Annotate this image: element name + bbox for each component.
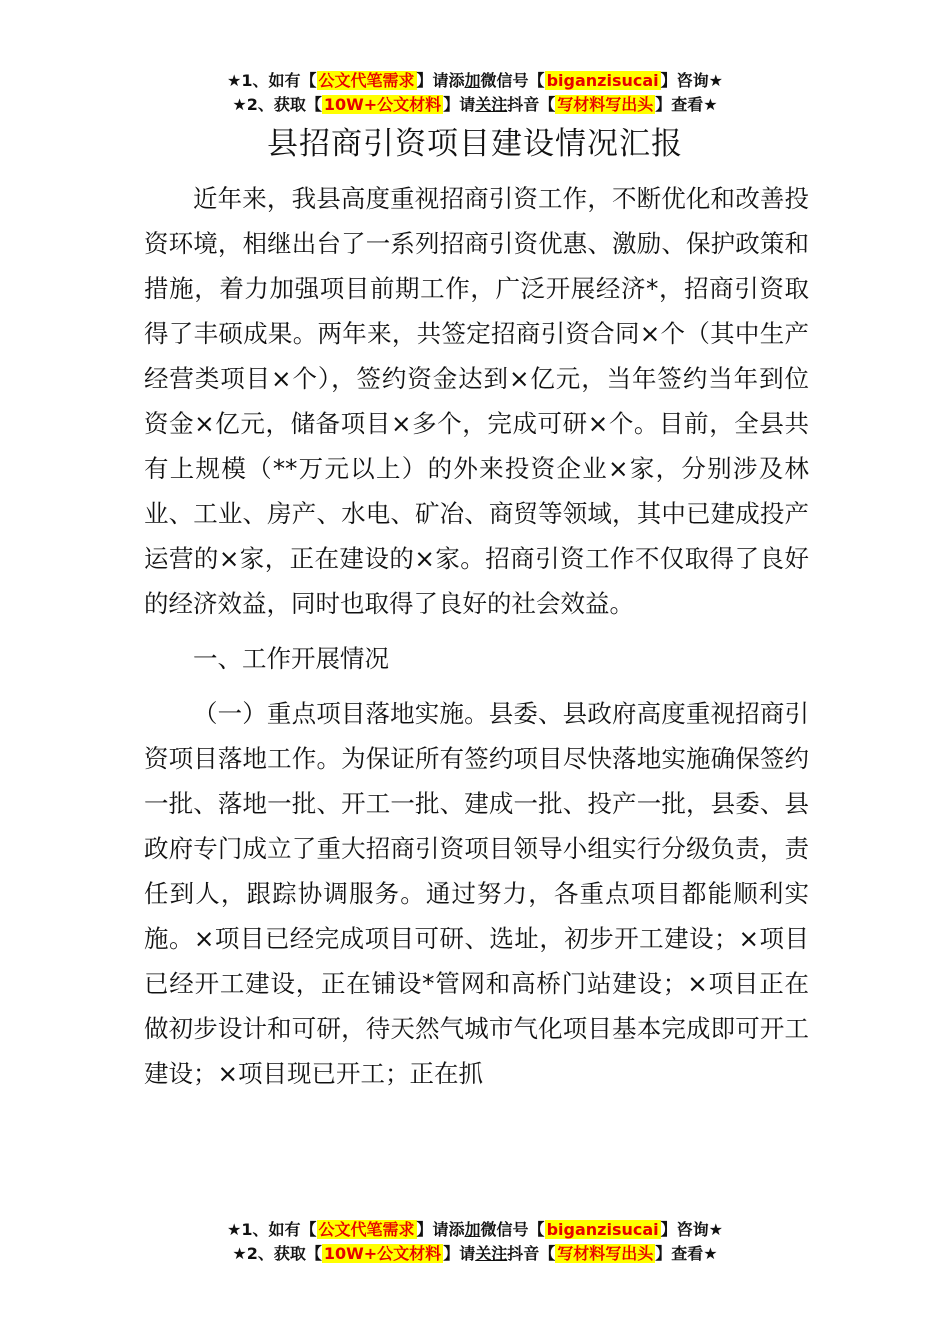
paragraph-key-projects: （一）重点项目落地实施。县委、县政府高度重视招商引资项目落地工作。为保证所有签约项目尽快落地实施确保签约一批、落地一批、开工一批、建成一批、投产一批，县委、县政府专门成立了重大招商引资项目领导小组实行分级负责，责任到人，跟踪协调服务。通过努力，各重点项目都能顺利实施。×项目已经完成项目可研、选址，初步开工建设；×项目已经开工建设，正在铺设*管网和高桥门站建设；×项目正在做初步设计和可研，待天然气城市气化项目基本完成即可开工建设；×项目现已开工；正在抓 [144,699,809,1088]
highlight-writing-service: 公文代笔需求 [318,1220,415,1239]
promo-line-2: ★2、获取【 10W+公文材料 】请关注抖音【 写材料写出头 】查看★ [232,1244,718,1263]
section-heading: 一、工作开展情况 [193,644,389,673]
highlight-douyin-account: 写材料写出头 [557,95,654,114]
promo-line-2: ★2、获取【 10W+公文材料 】请关注抖音【 写材料写出头 】查看★ [232,95,718,114]
highlight-wechat-id: biganzisucai [546,71,659,90]
promo-line-1: ★1、如有【 公文代笔需求 】请添加微信号【 biganzisucai 】咨询★ [227,1220,723,1239]
promo-header [0,69,950,117]
document-title: 县招商引资项目建设情况汇报 [267,126,683,162]
promo-footer [0,1218,950,1266]
highlight-materials: 10W+公文材料 [323,1244,442,1263]
paragraph-intro: 近年来，我县高度重视招商引资工作，不断优化和改善投资环境，相继出台了一系列招商引资优惠、激励、保护政策和措施，着力加强项目前期工作，广泛开展经济*，招商引资取得了丰硕成果。两年来，共签定招商引资合同×个（其中生产经营类项目×个），签约资金达到×亿元，当年签约当年到位资金×亿元，储备项目×多个，完成可研×个。目前，全县共有上规模（**万元以上）的外来投资企业×家，分别涉及林业、工业、房产、水电、矿冶、商贸等领域，其中已建成投产运营的×家，正在建设的×家。招商引资工作不仅取得了良好的经济效益，同时也取得了良好的社会效益。 [144,184,809,618]
highlight-writing-service: 公文代笔需求 [318,71,415,90]
highlight-douyin-account: 写材料写出头 [557,1244,654,1263]
promo-line-1: ★1、如有【 公文代笔需求 】请添加微信号【 biganzisucai 】咨询★ [227,71,723,90]
document-body [144,176,809,1096]
highlight-materials: 10W+公文材料 [323,95,442,114]
highlight-wechat-id: biganzisucai [546,1220,659,1239]
